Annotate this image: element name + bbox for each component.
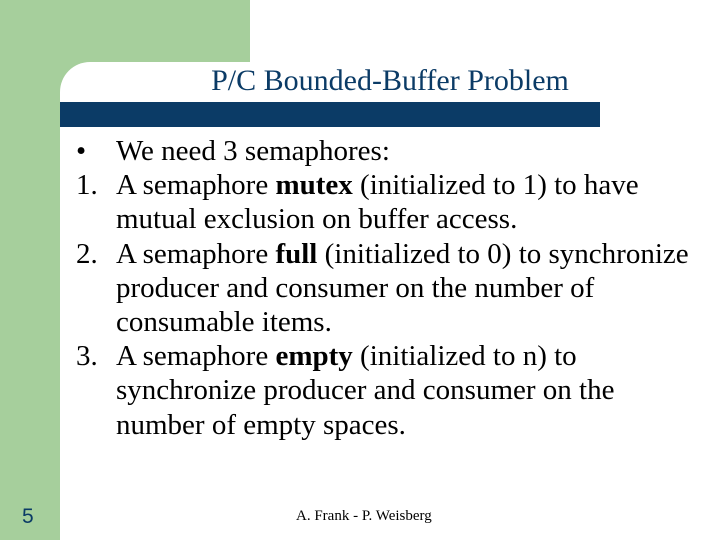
- list-item-empty: [60, 339, 700, 442]
- list-intro: [60, 134, 700, 168]
- item-text-after: (initialized to 1) to have mutual exclusion on buffer access.: [116, 169, 639, 236]
- item-number: 1.: [76, 169, 98, 202]
- slide-title: P/C Bounded-Buffer Problem: [211, 64, 569, 97]
- semaphore-list: [60, 134, 700, 442]
- semaphore-name: empty: [275, 340, 353, 373]
- list-item-mutex: [60, 168, 700, 236]
- title-underline-bar: [60, 102, 600, 127]
- item-text-after: (initialized to n) to synchronize producer and consumer on the number of empty spaces.: [116, 340, 615, 441]
- item-text-before: A semaphore: [116, 169, 276, 202]
- item-text-before: A semaphore: [116, 340, 276, 373]
- semaphore-name: mutex: [275, 169, 353, 202]
- item-number: 3.: [76, 340, 98, 373]
- item-text-after: (initialized to 0) to synchronize producer and consumer on the number of consumable items.: [116, 237, 689, 339]
- semaphore-name: full: [275, 237, 318, 270]
- slide-number: 5: [22, 505, 34, 528]
- item-number: 2.: [76, 237, 98, 270]
- item-text-before: A semaphore: [116, 237, 276, 270]
- slide-footer: A. Frank - P. Weisberg: [296, 508, 432, 524]
- intro-text: We need 3 semaphores:: [116, 135, 390, 167]
- bullet-marker: •: [76, 135, 87, 167]
- list-item-full: [60, 237, 700, 340]
